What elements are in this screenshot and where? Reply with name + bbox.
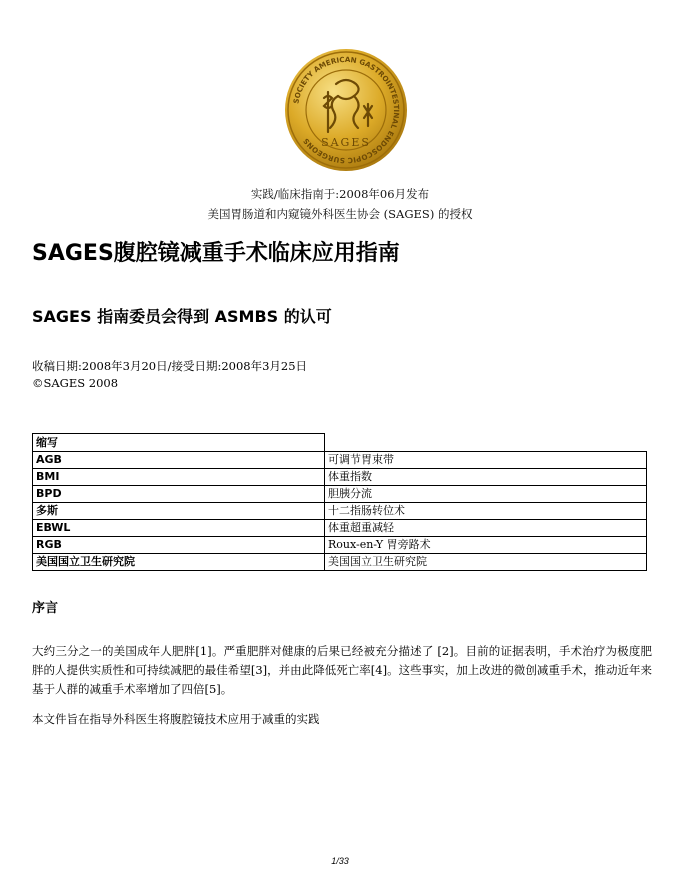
abbr-cell: 多斯 [33, 503, 325, 520]
abbr-cell: RGB [33, 537, 325, 554]
table-header-row [33, 434, 647, 452]
table-row [33, 520, 647, 537]
copyright: ©SAGES 2008 [32, 376, 119, 390]
abbr-cell: AGB [33, 452, 325, 469]
document-subtitle: SAGES 指南委员会得到 ASMBS 的认可 [32, 307, 332, 326]
document-title: SAGES腹腔镜减重手术临床应用指南 [32, 241, 400, 266]
meaning-cell: 可调节胃束带 [325, 452, 647, 469]
dates-block [32, 358, 307, 392]
meaning-cell: 体重超重减轻 [325, 520, 647, 537]
table-header-cell: 缩写 [33, 434, 325, 452]
abbr-cell: BPD [33, 486, 325, 503]
table-row [33, 469, 647, 486]
logo-ring-text: SOCIETY AMERICAN GASTROINTESTINAL ENDOSCOPIC SURGEONS [291, 54, 402, 166]
logo-name: SAGES [321, 136, 371, 149]
received-date: 收稿日期:2008年3月20日/接受日期:2008年3月25日 [32, 359, 308, 373]
table-row [33, 452, 647, 469]
header-line-1: 实践/临床指南于:2008年06月发布 [250, 187, 430, 201]
abbr-cell: EBWL [33, 520, 325, 537]
paragraph-2: 本文件旨在指导外科医生将腹腔镜技术应用于减重的实践 [32, 712, 320, 726]
table-row [33, 554, 647, 571]
table-row [33, 537, 647, 554]
table-row [33, 503, 647, 520]
abbr-cell: BMI [33, 469, 325, 486]
meaning-cell: 胆胰分流 [325, 486, 647, 503]
meaning-cell: Roux-en-Y 胃旁路术 [325, 537, 647, 554]
paragraph-1: 大约三分之一的美国成年人肥胖[1]。严重肥胖对健康的后果已经被充分描述了 [2]。目前的证据表明，手术治疗为极度肥胖的人提供实质性和可持续减肥的最佳希望[3]，并由此降低死亡率[4]。这些事实，加上改进的微创减重手术，推动近年来基于人群的减重手术率增加了四倍[5]。 [32, 644, 652, 696]
abbreviations-table [32, 433, 647, 571]
header-line-2: 美国胃肠道和内窥镜外科医生协会 (SAGES) 的授权 [207, 207, 473, 221]
abbr-cell: 美国国立卫生研究院 [33, 554, 325, 571]
page-number: 1/33 [331, 856, 349, 866]
meaning-cell: 十二指肠转位术 [325, 503, 647, 520]
sages-logo [284, 48, 408, 172]
table-row [33, 486, 647, 503]
section-heading: 序言 [32, 601, 59, 616]
meaning-cell: 美国国立卫生研究院 [325, 554, 647, 571]
meaning-cell: 体重指数 [325, 469, 647, 486]
